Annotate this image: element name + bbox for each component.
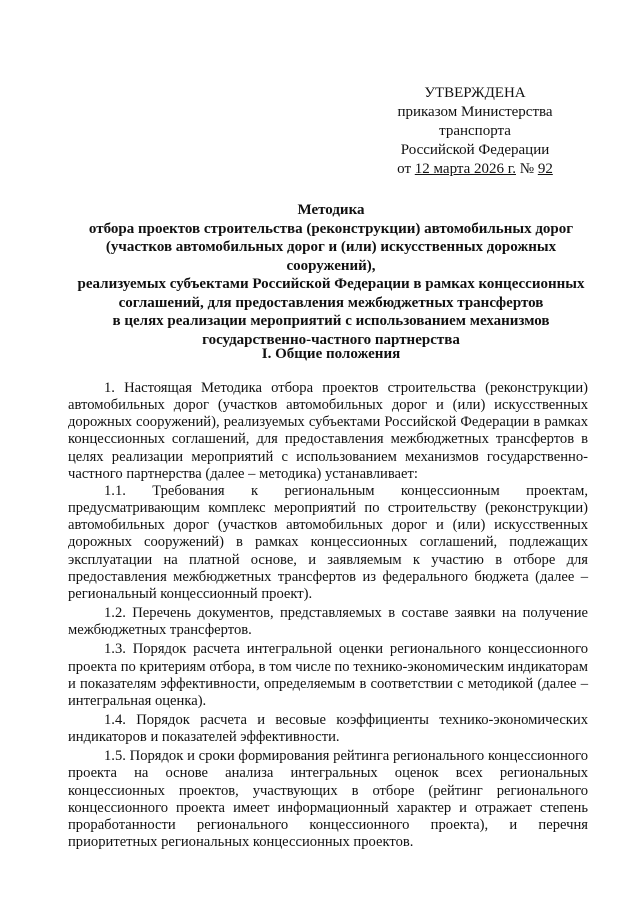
approval-label: УТВЕРЖДЕНА [424, 85, 526, 101]
approval-order: приказом Министерства транспорта [397, 104, 553, 139]
approval-date: 12 марта 2026 г. [414, 161, 516, 177]
document-title [60, 201, 602, 349]
section-heading: I. Общие положения [261, 346, 401, 362]
title-line: Методика [297, 202, 365, 218]
approval-number: 92 [537, 161, 553, 177]
title-line: реализуемых субъектами Российской Федерации в рамках концессионных [77, 276, 585, 292]
paragraph: 1.2. Перечень документов, представляемых в составе заявки на получение межбюджетных трансфертов. [68, 605, 588, 639]
paragraph: 1.3. Порядок расчета интегральной оценки регионального концессионного проекта по критериям отбора, в том числе по технико-экономическим индикаторам и показателям эффективности, определяемым в соответствии с методикой (далее – интегральная оценка). [68, 641, 588, 709]
title-line: отбора проектов строительства (реконструкции) автомобильных дорог [88, 220, 574, 237]
paragraph: 1. Настоящая Методика отбора проектов строительства (реконструкции) автомобильных дорог (участков автомобильных дорог и (или) искусственных дорожных сооружений), реализуемых субъектами Российской Федерации в рамках концессионных соглашений, для предоставления межбюджетных трансфертов в целях реализации мероприятий с использованием механизмов государственно-частного партнерства (далее – методика) устанавливает: [68, 380, 588, 482]
paragraph: 1.5. Порядок и сроки формирования рейтинга регионального концессионного проекта на основе анализа интегральных оценок всех региональных концессионных проектов, участвующих в отборе (рейтинг регионального концессионного проекта имеет информационный характер и отражает степень проработанности регионального концессионного проекта), и перечня приоритетных региональных концессионных проектов. [68, 748, 588, 851]
paragraph: 1.4. Порядок расчета и весовые коэффициенты технико-экономических индикаторов и показателей эффективности. [68, 711, 588, 746]
title-line: в целях реализации мероприятий с использованием механизмов [112, 313, 550, 329]
document-body [68, 380, 588, 851]
paragraph: 1.1. Требования к региональным концессионным проектам, предусматривающим комплекс мероприятий по строительству (реконструкции) автомобильных дорог (участков автомобильных дорог и (или) искусственных дорожных сооружений) в рамках концессионных соглашений, подлежащих эксплуатации на платной основе, и заявляемым к участию в отборе для предоставления межбюджетных трансфертов из федерального бюджета (далее – региональный концессионный проект). [68, 482, 588, 602]
approval-ministry: Российской Федерации [400, 142, 550, 158]
approval-from: от [397, 161, 412, 177]
approval-date-line [360, 160, 590, 179]
title-line: государственно-частного партнерства [202, 331, 460, 348]
title-line: соглашений, для предоставления межбюджетных трансфертов [118, 294, 544, 311]
approval-stamp [360, 84, 590, 179]
title-line: (участков автомобильных дорог и (или) искусственных дорожных сооружений), [105, 239, 557, 274]
approval-number-sign: № [519, 161, 535, 177]
